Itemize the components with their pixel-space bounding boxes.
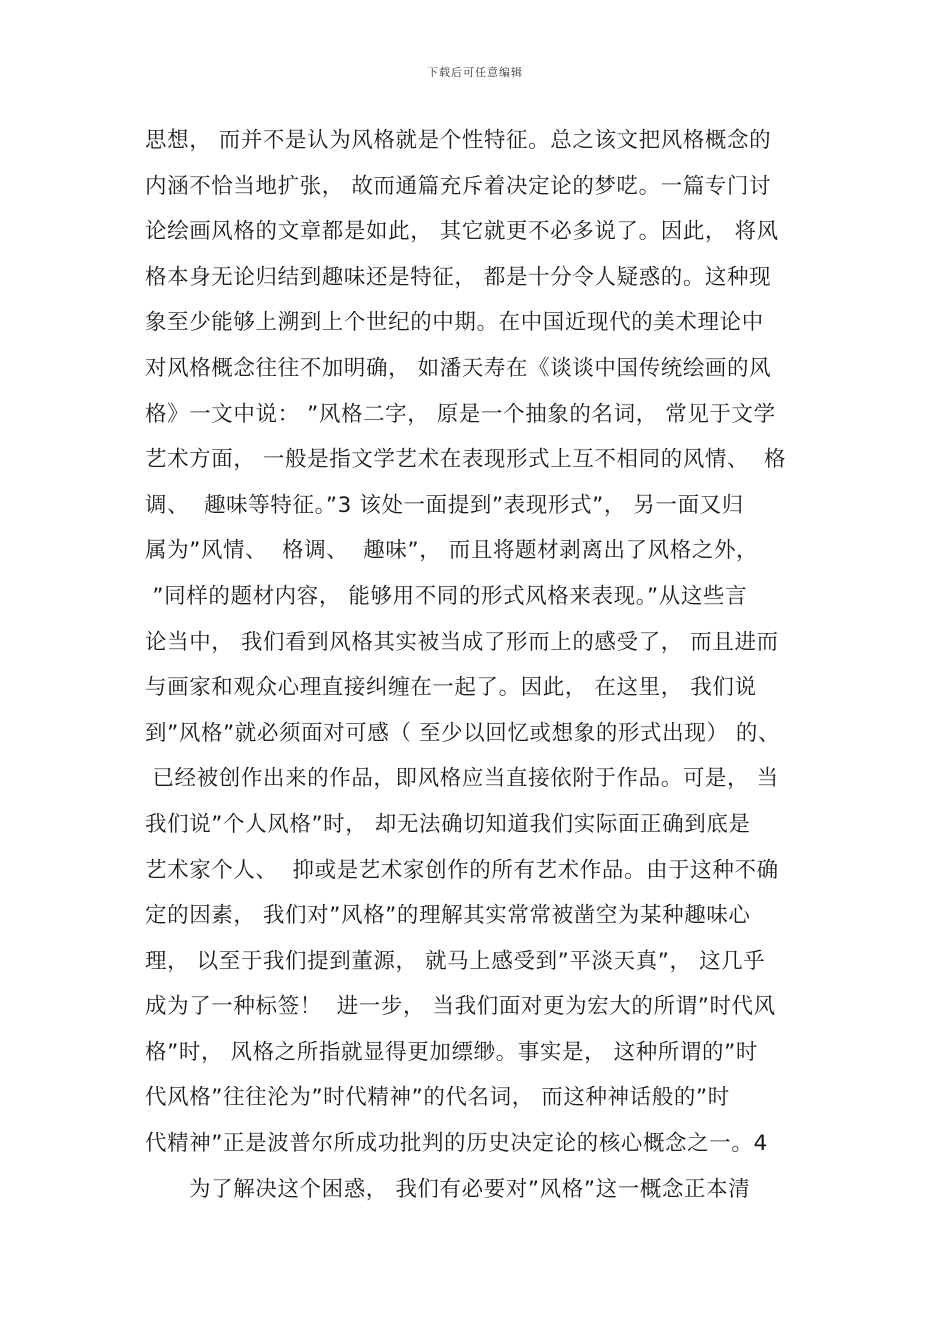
text-line: 已经被创作出来的作品，即风格应当直接依附于作品。可是， 当 [145,766,779,792]
text-line: 论绘画风格的文章都是如此， 其它就更不必多说了。因此， 将风 [145,219,779,245]
text-line: 成为了一种标签！ 进一步， 当我们面对更为宏大的所谓”时代风 [145,994,776,1020]
page-header: 下载后可任意编辑 [427,66,523,79]
text-line: 调、 趣味等特征。”3 该处一面提到”表现形式”， 另一面又归 [145,492,744,518]
text-line: 格本身无论归结到趣味还是特征， 都是十分令人疑惑的。这种现 [145,264,772,290]
text-line: 艺术方面， 一般是指文学艺术在表现形式上互不相同的风情、 格 [145,447,787,473]
paragraph-first-line: 为了解决这个困惑， 我们有必要对”风格”这一概念正本清 [189,1176,751,1202]
text-line: 到”风格”就必须面对可感（ 至少以回忆或想象的形式出现） 的、 [145,720,781,746]
text-line: 代风格”往往沦为”时代精神”的代名词， 而这种神话般的”时 [145,1085,730,1111]
document-body [145,118,825,1212]
text-line: 内涵不恰当地扩张， 故而通篇充斥着决定论的梦呓。一篇专门讨 [145,173,772,199]
text-line: 属为”风情、 格调、 趣味”， 而且将题材剥离出了风格之外， [145,538,759,564]
text-line: 象至少能够上溯到上个世纪的中期。在中国近现代的美术理论中 [145,310,764,336]
text-line: 我们说”个人风格”时， 却无法确切知道我们实际面正确到底是 [145,811,751,837]
text-line: 艺术家个人、 抑或是艺术家创作的所有艺术作品。由于这种不确 [145,857,779,883]
text-line: 理， 以至于我们提到董源， 就马上感受到”平淡天真”， 这几乎 [145,948,766,974]
text-line: 对风格概念往往不加明确， 如潘天寿在《谈谈中国传统绘画的风 [145,355,772,381]
text-line: 定的因素， 我们对”风格”的理解其实常常被凿空为某种趣味心 [145,903,751,929]
text-line: 格》一文中说： ”风格二字， 原是一个抽象的名词， 常见于文学 [145,401,776,427]
text-line: 格”时， 风格之所指就显得更加缥缈。事实是， 这种所谓的”时 [145,1039,758,1065]
text-line: 论当中， 我们看到风格其实被当成了形而上的感受了， 而且进而 [145,629,779,655]
text-line: ”同样的题材内容， 能够用不同的形式风格来表现。”从这些言 [145,583,748,609]
text-line: 思想， 而并不是认为风格就是个性特征。总之该文把风格概念的 [145,128,772,153]
text-line: 代精神”正是波普尔所成功批判的历史决定论的核心概念之一。4 [145,1131,768,1157]
text-line: 与画家和观众心理直接纠缠在一起了。因此， 在这里， 我们说 [145,675,757,701]
